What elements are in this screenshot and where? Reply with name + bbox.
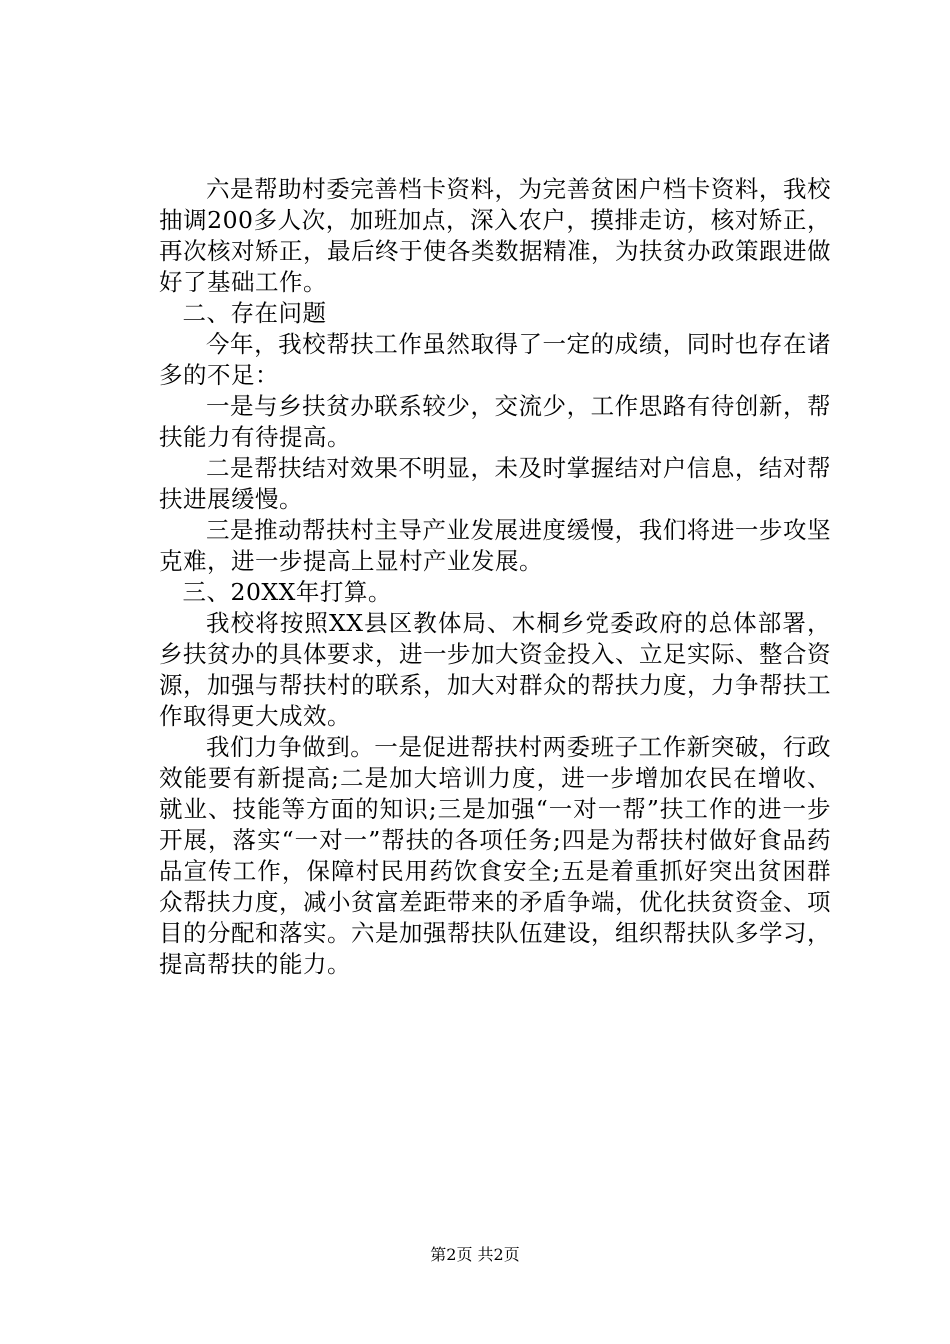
paragraph-plan-overview: 我校将按照XX县区教体局、木桐乡党委政府的总体部署，乡扶贫办的具体要求，进一步加大资金投入、立足实际、整合资源，加强与帮扶村的联系，加大对群众的帮扶力度，力争帮扶工作取得更大成效。 [159, 609, 831, 730]
section-heading-problems: 二、存在问题 [182, 299, 327, 327]
page-footer: 第2页 共2页 [430, 1245, 520, 1264]
section-heading-plan: 三、20XX年打算。 [182, 578, 392, 606]
document-body [159, 174, 831, 980]
paragraph-plan-goals: 我们力争做到。一是促进帮扶村两委班子工作新突破，行政效能要有新提高;二是加大培训力度，进一步增加农民在增收、就业、技能等方面的知识;三是加强“一对一帮”扶工作的进一步开展，落实“一对一”帮扶的各项任务;四是为帮扶村做好食品药品宣传工作，保障村民用药饮食安全;五是着重抓好突出贫困群众帮扶力度，减小贫富差距带来的矛盾争端，优化扶贫资金、项目的分配和落实。六是加强帮扶队伍建设，组织帮扶队多学习，提高帮扶的能力。 [159, 733, 831, 978]
paragraph-problem-three: 三是推动帮扶村主导产业发展进度缓慢，我们将进一步攻坚克难，进一步提高上显村产业发展。 [159, 516, 831, 575]
paragraph-problem-one: 一是与乡扶贫办联系较少，交流少，工作思路有待创新，帮扶能力有待提高。 [159, 392, 831, 451]
paragraph-intro-problems: 今年，我校帮扶工作虽然取得了一定的成绩，同时也存在诸多的不足： [159, 330, 831, 389]
paragraph-archive-work: 六是帮助村委完善档卡资料，为完善贫困户档卡资料，我校抽调200多人次，加班加点，深入农户，摸排走访，核对矫正，再次核对矫正，最后终于使各类数据精准，为扶贫办政策跟进做好了基础工作。 [159, 175, 831, 296]
paragraph-problem-two: 二是帮扶结对效果不明显，未及时掌握结对户信息，结对帮扶进展缓慢。 [159, 454, 831, 513]
